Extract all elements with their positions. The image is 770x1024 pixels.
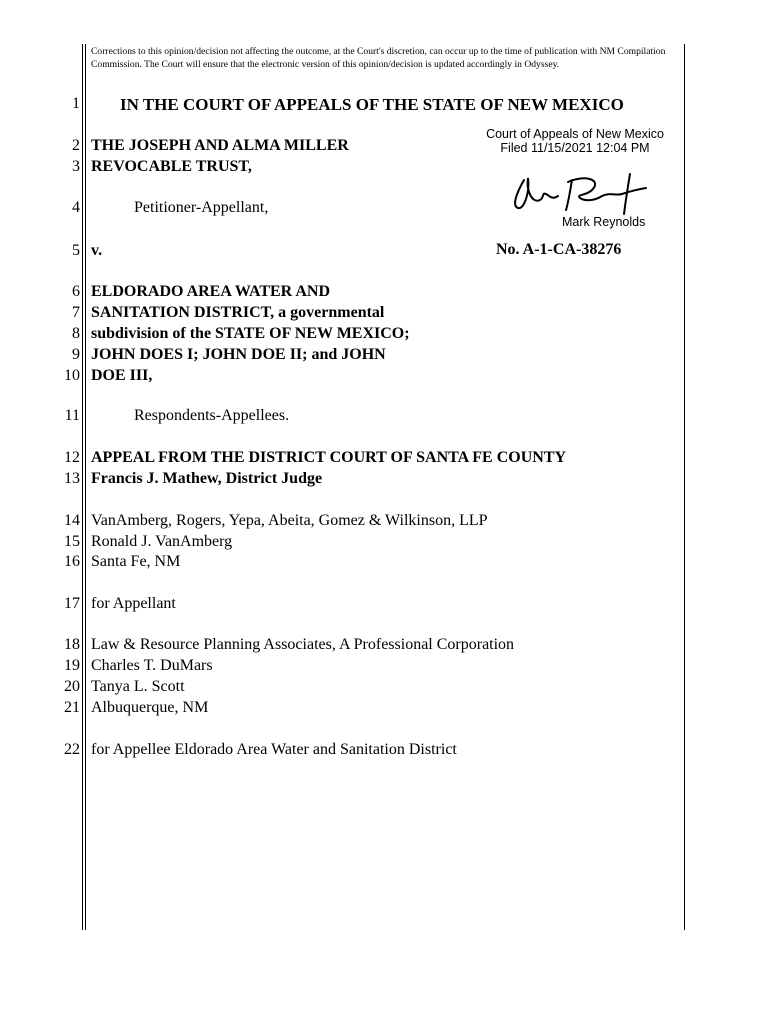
line-number: 21 [64, 699, 80, 716]
line-number: 11 [64, 407, 80, 424]
counsel-for: for Appellee Eldorado Area Water and Sanitation District [91, 741, 457, 758]
line-number: 3 [72, 158, 80, 175]
line-number: 1 [72, 95, 80, 112]
line-number: 8 [72, 325, 80, 342]
margin-rule-left-outer [82, 44, 83, 930]
line-number: 12 [64, 449, 80, 466]
party-role: Petitioner-Appellant, [134, 199, 269, 216]
line-number: 20 [64, 678, 80, 695]
line-number: 5 [72, 242, 80, 259]
district-judge: Francis J. Mathew, District Judge [91, 470, 323, 487]
counsel-line: Santa Fe, NM [91, 553, 181, 570]
appeal-heading: APPEAL FROM THE DISTRICT COURT OF SANTA FE COUNTY [91, 449, 567, 466]
line-number: 4 [72, 199, 80, 216]
counsel-line: VanAmberg, Rogers, Yepa, Abeita, Gomez & Wilkinson, LLP [91, 512, 488, 529]
party-role: Respondents-Appellees. [134, 407, 290, 424]
party-line: JOHN DOES I; JOHN DOE II; and JOHN [91, 346, 386, 363]
stamp-filed: Filed 11/15/2021 12:04 PM [500, 141, 650, 155]
party-line: ELDORADO AREA WATER AND [91, 283, 331, 300]
signature-image [506, 170, 656, 218]
party-line: subdivision of the STATE OF NEW MEXICO; [91, 325, 410, 342]
line-number: 22 [64, 741, 80, 758]
counsel-line: Albuquerque, NM [91, 699, 209, 716]
line-number: 16 [64, 553, 80, 570]
line-number: 19 [64, 657, 80, 674]
counsel-for: for Appellant [91, 595, 176, 612]
margin-rule-left-inner [85, 44, 86, 930]
court-title: IN THE COURT OF APPEALS OF THE STATE OF NEW MEXICO [120, 95, 624, 114]
line-number: 18 [64, 636, 80, 653]
party-line: DOE III, [91, 367, 153, 384]
line-number: 14 [64, 512, 80, 529]
filing-stamp [470, 127, 680, 155]
line-number: 6 [72, 283, 80, 300]
line-number: 2 [72, 137, 80, 154]
corrections-notice: Corrections to this opinion/decision not affecting the outcome, at the Court's discretion, can occur up to the time of publication with NM Compilation Commission. The Court will ensure that the electronic version of this opinion/decision is updated accordingly in Odyssey. [91, 46, 666, 70]
line-number: 13 [64, 470, 80, 487]
case-number: No. A-1-CA-38276 [496, 241, 622, 258]
signer-name: Mark Reynolds [562, 215, 646, 229]
line-number: 7 [72, 304, 80, 321]
line-number: 10 [64, 367, 80, 384]
margin-rule-right [684, 44, 685, 930]
line-number: 9 [72, 346, 80, 363]
party-line: SANITATION DISTRICT, a governmental [91, 304, 385, 321]
counsel-line: Tanya L. Scott [91, 678, 185, 695]
counsel-line: Ronald J. VanAmberg [91, 533, 233, 550]
line-number: 15 [64, 533, 80, 550]
counsel-line: Charles T. DuMars [91, 657, 213, 674]
versus: v. [91, 242, 103, 259]
party-line: THE JOSEPH AND ALMA MILLER [91, 137, 349, 154]
stamp-court: Court of Appeals of New Mexico [486, 127, 664, 141]
line-number: 17 [64, 595, 80, 612]
counsel-line: Law & Resource Planning Associates, A Professional Corporation [91, 636, 515, 653]
party-line: REVOCABLE TRUST, [91, 158, 252, 175]
